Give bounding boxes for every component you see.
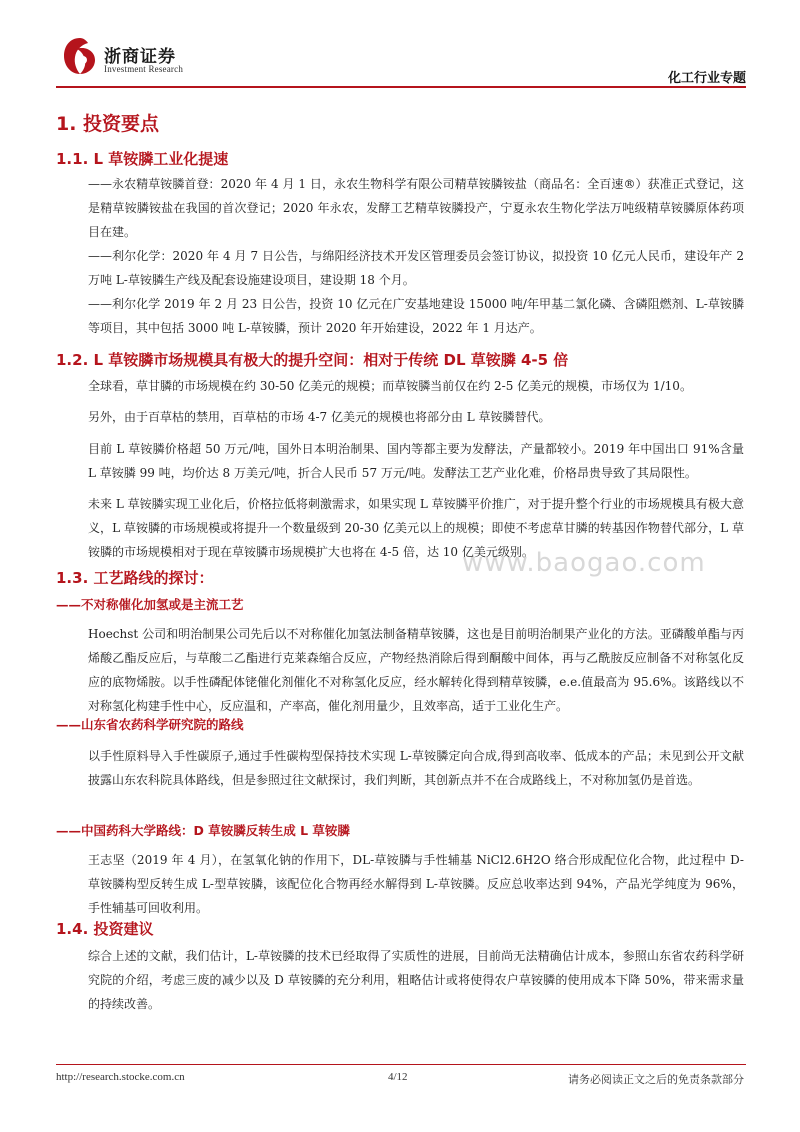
- paragraph: 综合上述的文献，我们估计，L-草铵膦的技术已经取得了实质性的进展，目前尚无法精确估计成本，参照山东省农药科学研究院的介绍，考虑三废的减少以及 D 草铵膦的充分利用，粗略估计或将使得农户草铵膦的使用成本下降 50%，带来需求量的持续改善。: [88, 949, 744, 1011]
- subsection-title-1-3: 1.3. 工艺路线的探讨：: [56, 569, 214, 587]
- paragraph: 王志坚（2019 年 4 月），在氢氧化钠的作用下，DL-草铵膦与手性辅基 NiCl2.6H2O 络合形成配位化合物，此过程中 D-草铵膦构型反转生成 L-型草铵膦，该配位化合物再经水解得到 L-草铵膦。反应总收率达到 94%，产品光学纯度为 96%，手性辅基可回收利用。: [88, 853, 744, 915]
- page-number: 4/12: [388, 1071, 408, 1083]
- footer-divider: [56, 1064, 746, 1065]
- paragraph: ——利尔化学 2019 年 2 月 23 日公告，投资 10 亿元在广安基地建设 15000 吨/年甲基二氯化磷、含磷阻燃剂、L-草铵膦等项目，其中包括 3000 吨 L-草铵膦，预计 2020 年开始建设，2022 年 1 月达产。: [88, 297, 744, 335]
- section-title: 1. 投资要点: [56, 113, 160, 135]
- route-title-cpu: ——中国药科大学路线：D 草铵膦反转生成 L 草铵膦: [56, 823, 350, 838]
- paragraph: 以手性原料导入手性碳原子,通过手性碳构型保持技术实现 L-草铵膦定向合成,得到高收率、低成本的产品；未见到公开文献披露山东农科院具体路线，但是参照过往文献探讨，我们判断，其创新点并不在合成路线上，不对称加氢仍是首选。: [88, 749, 744, 787]
- paragraph: Hoechst 公司和明治制果公司先后以不对称催化加氢法制备精草铵膦，这也是目前明治制果产业化的方法。亚磷酸单酯与丙烯酸乙酯反应后，与草酸二乙酯进行克莱森缩合反应，产物经热消除后得到酮酸中间体，再与乙酰胺反应制备不对称氢化反应的底物烯胺。以手性磷配体铑催化剂催化不对称氢化反应，经水解转化得到精草铵膦，e.e.值最高为 95.6%。该路线以不对称氢化构建手性中心，反应温和，产率高，催化剂用量少，且效率高，适于工业化生产。: [88, 627, 744, 713]
- subsection-title-1-2: 1.2. L 草铵膦市场规模具有极大的提升空间：相对于传统 DL 草铵膦 4-5 倍: [56, 351, 569, 369]
- paragraph: 未来 L 草铵膦实现工业化后，价格拉低将刺激需求，如果实现 L 草铵膦平价推广，对于提升整个行业的市场规模具有极大意义，L 草铵膦的市场规模或将提升一个数量级到 20-30 亿美元以上的规模；即使不考虑草甘膦的转基因作物替代部分，L 草铵膦的市场规模相对于现在草铵膦市场规模扩大也将在 4-5 倍，达 10 亿美元级别。: [88, 497, 744, 559]
- zheshang-logo-icon: [62, 36, 98, 76]
- paragraph: 目前 L 草铵膦价格超 50 万元/吨，国外日本明治制果、国内等都主要为发酵法，产量都较小。2019 年中国出口 91%含量 L 草铵膦 99 吨，均价达 8 万美元/吨，折合人民币 57 万元/吨。发酵法工艺产业化难，价格昂贵导致了其局限性。: [88, 442, 744, 480]
- watermark: www.baogao.com: [462, 548, 706, 578]
- brand-english: Investment Research: [104, 64, 184, 74]
- route-title-shandong: ——山东省农药科学研究院的路线: [56, 717, 244, 732]
- paragraph: ——利尔化学：2020 年 4 月 7 日公告，与绵阳经济技术开发区管理委员会签订协议，拟投资 10 亿元人民币，建设年产 2 万吨 L-草铵膦生产线及配套设施建设项目，建设期 18 个月。: [88, 249, 744, 287]
- page-header: [56, 28, 746, 90]
- paragraph: ——永农精草铵膦首登：2020 年 4 月 1 日，永农生物科学有限公司精草铵膦铵盐（商品名：全百速®）获准正式登记，这是精草铵膦铵盐在我国的首次登记；2020 年永农，发酵工艺精草铵膦投产，宁夏永农生物化学法万吨级精草铵膦原体药项目在建。: [88, 177, 744, 239]
- footer-url[interactable]: http://research.stocke.com.cn: [56, 1071, 185, 1083]
- disclaimer-note: 请务必阅读正文之后的免责条款部分: [568, 1073, 744, 1086]
- route-title-asymmetric-hydrogenation: ——不对称催化加氢或是主流工艺: [56, 597, 244, 612]
- brand-name: 浙商证券: [104, 47, 176, 67]
- header-divider: [56, 86, 746, 88]
- subsection-title-1-4: 1.4. 投资建议: [56, 920, 154, 938]
- subsection-title-1-1: 1.1. L 草铵膦工业化提速: [56, 150, 229, 168]
- paragraph: 全球看，草甘膦的市场规模在约 30-50 亿美元的规模；而草铵膦当前仅在约 2-5 亿美元的规模，市场仅为 1/10。: [88, 379, 692, 393]
- paragraph: 另外，由于百草枯的禁用，百草枯的市场 4-7 亿美元的规模也将部分由 L 草铵膦替代。: [88, 410, 551, 424]
- report-type: 化工行业专题: [667, 71, 746, 86]
